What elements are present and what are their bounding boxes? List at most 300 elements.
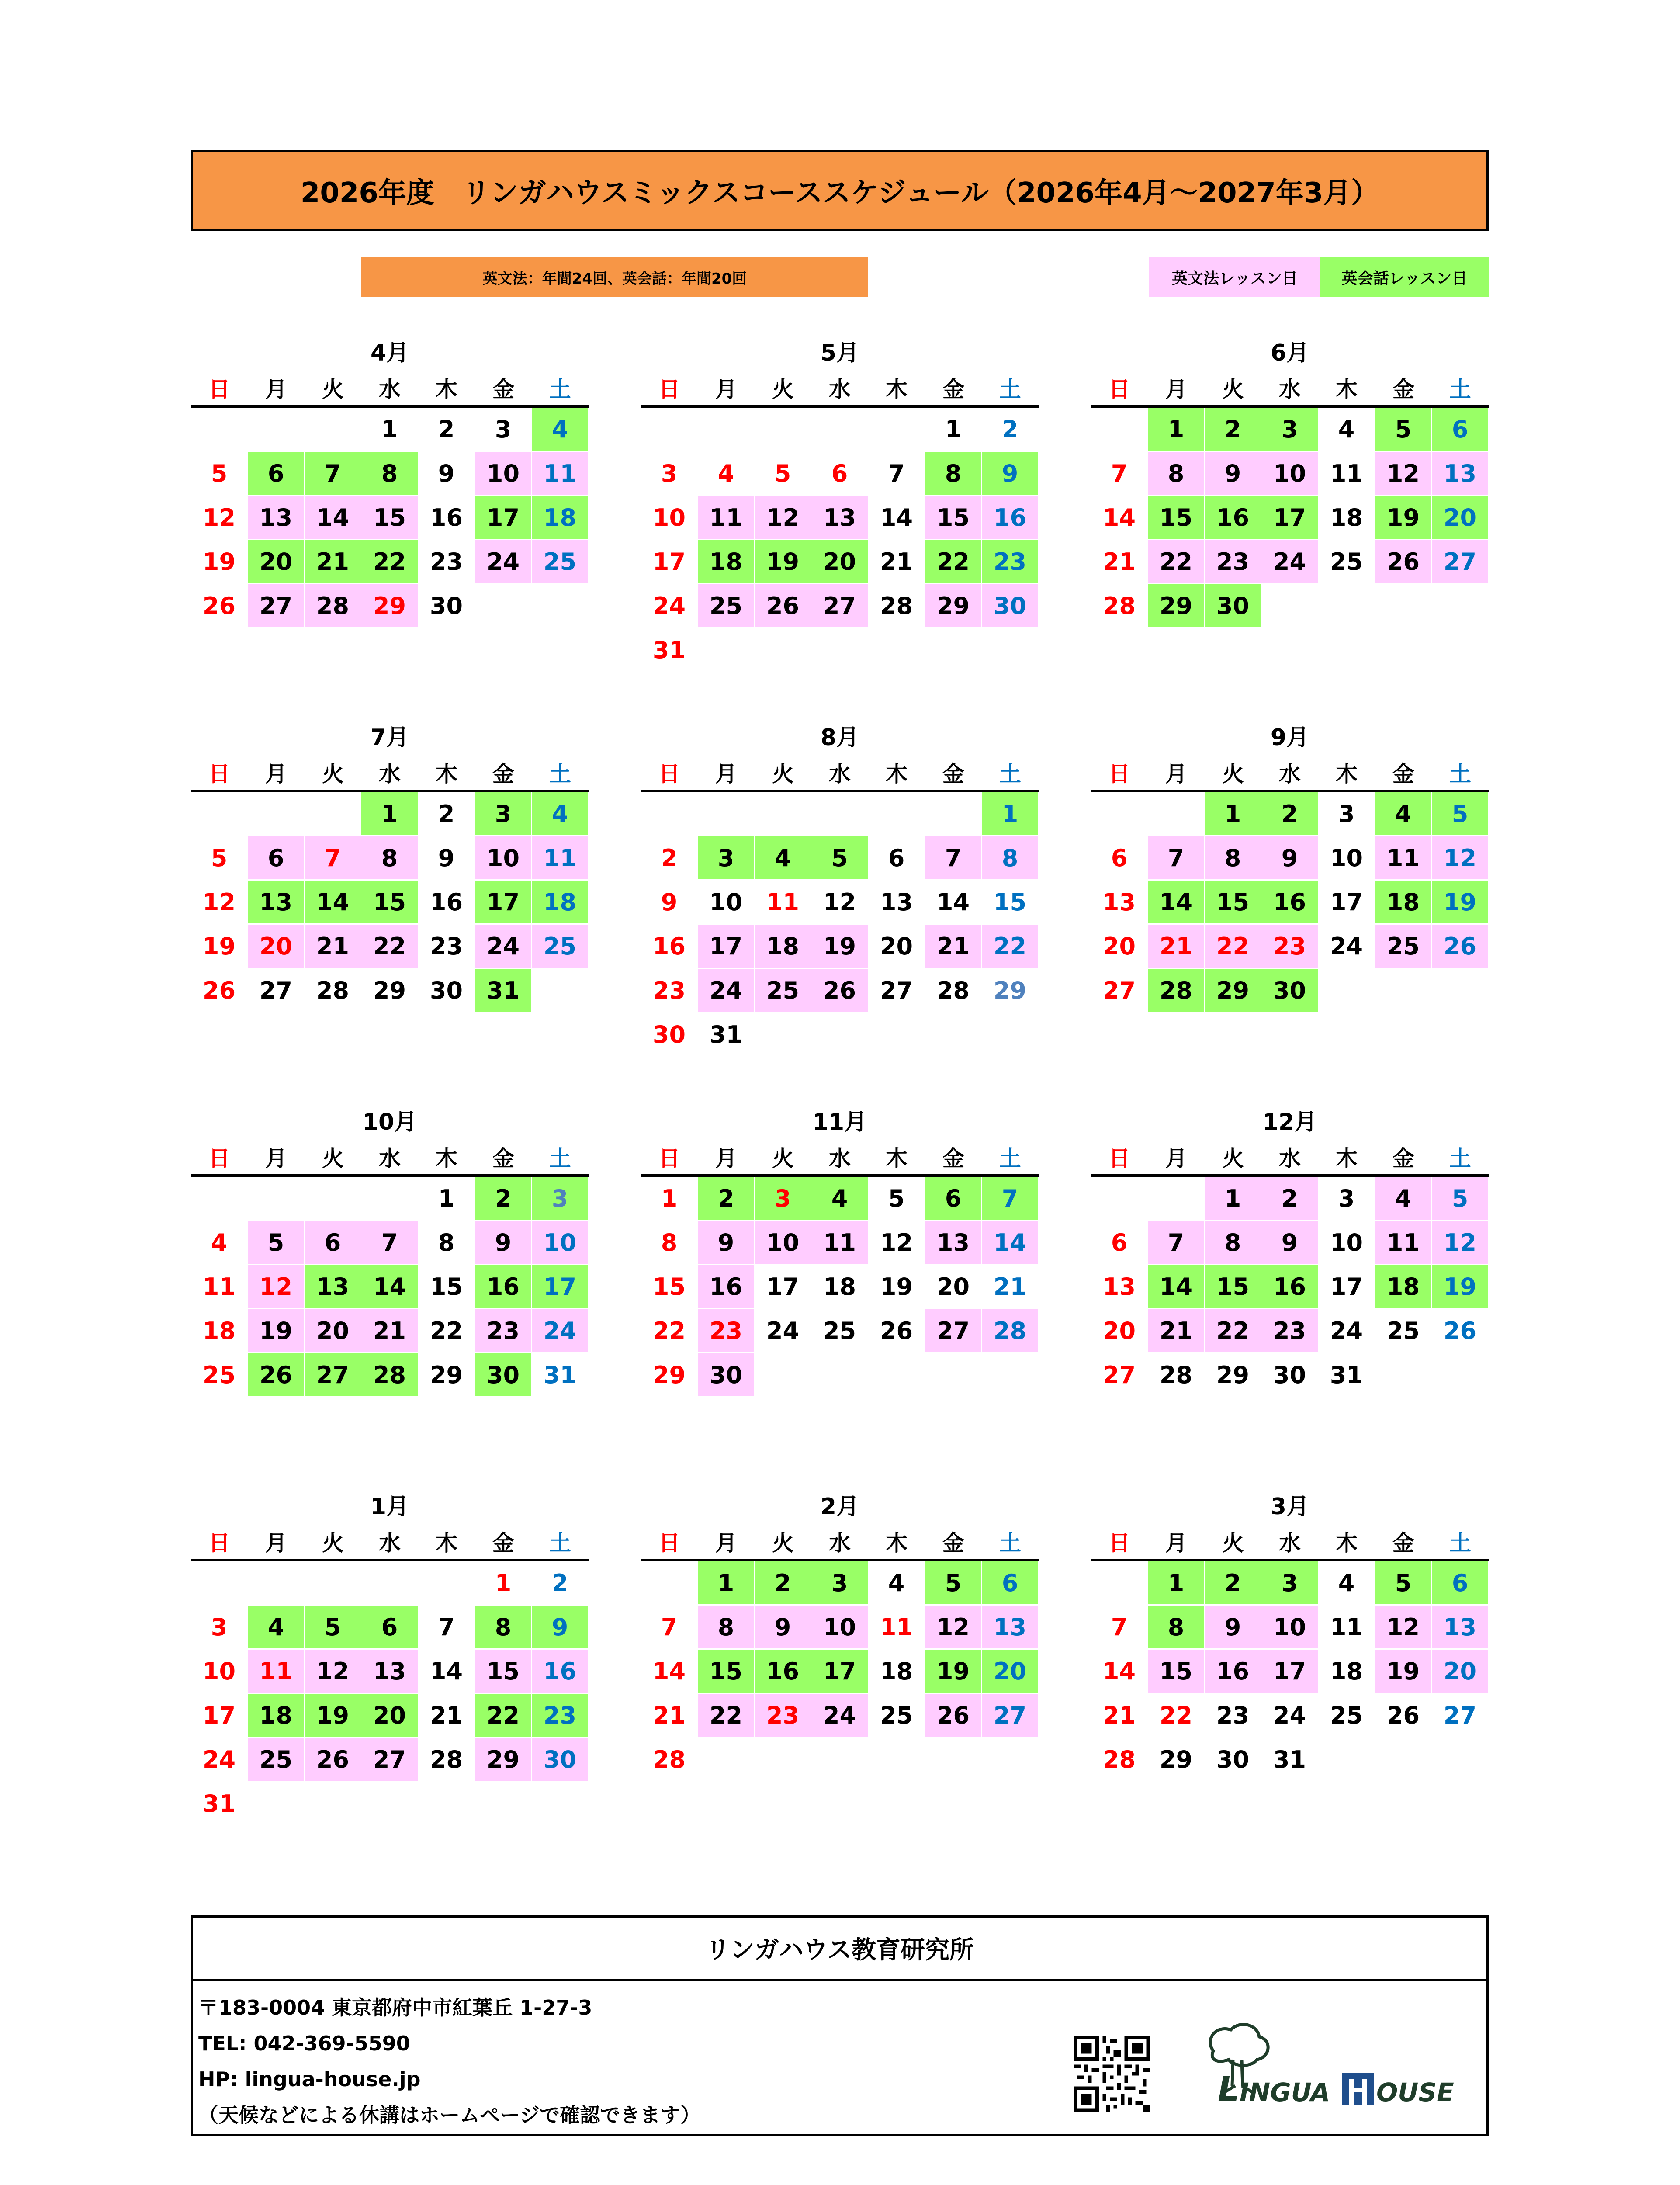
day-cell: 23 [532,1694,588,1737]
day-cell: 6 [1111,1228,1128,1256]
weekday-header [191,758,589,792]
weekday-label: 水 [1279,1530,1301,1556]
empty-cell [755,792,811,835]
weekday-label: 火 [322,761,344,787]
day-cell: 9 [755,1606,811,1648]
day-cell: 28 [1102,592,1136,620]
day-cell: 5 [1375,1561,1431,1604]
day-cell: 29 [1205,969,1261,1012]
weekday-label: 土 [549,761,571,787]
weekday-label: 水 [1279,1146,1301,1171]
day-cell: 9 [438,459,455,487]
day-cell: 1 [1205,1177,1261,1220]
day-cell: 27 [1443,1701,1477,1729]
day-grid [191,1561,589,1826]
weekday-label: 月 [715,1146,737,1171]
day-cell: 1 [661,1184,678,1212]
day-cell: 19 [1375,1650,1431,1693]
day-cell: 22 [925,540,981,583]
day-cell: 27 [811,584,868,627]
day-cell: 30 [982,584,1038,627]
day-cell: 18 [823,1273,856,1301]
month-title: 6月 [1270,340,1309,366]
day-cell: 13 [880,888,913,916]
day-cell: 5 [211,844,228,872]
day-cell: 7 [982,1177,1038,1220]
day-cell: 26 [1386,1701,1420,1729]
footer [191,1915,1489,2136]
day-cell: 5 [1432,792,1488,835]
day-cell: 17 [652,548,686,576]
day-cell: 7 [361,1221,418,1264]
day-cell: 28 [880,592,913,620]
day-cell: 22 [361,925,418,968]
month-title: 3月 [1270,1494,1309,1520]
weekday-label: 木 [886,1146,908,1171]
homepage: HP: lingua-house.jp [198,2067,421,2091]
day-cell: 1 [1148,1561,1204,1604]
day-cell: 27 [1432,540,1488,583]
day-cell: 18 [698,540,754,583]
qr-code-icon [1074,2036,1150,2112]
day-cell: 29 [1159,1745,1193,1773]
day-cell: 16 [1205,496,1261,539]
weekday-label: 土 [1449,377,1471,402]
day-cell: 13 [1432,452,1488,495]
day-cell: 15 [1205,1265,1261,1308]
weekday-label: 金 [1392,761,1414,787]
weekday-label: 木 [436,761,457,787]
day-cell: 4 [532,792,588,835]
empty-cell [305,792,361,835]
day-cell: 30 [532,1738,588,1781]
lingua-house-logo [1198,2020,1469,2121]
day-cell: 20 [1432,496,1488,539]
day-cell: 22 [430,1317,463,1345]
day-cell: 6 [305,1221,361,1264]
day-cell: 8 [475,1606,531,1648]
day-cell: 10 [652,503,686,531]
day-cell: 9 [1205,452,1261,495]
day-cell: 5 [888,1184,905,1212]
address: 〒183-0004 東京都府中市紅葉丘 1-27-3 [198,1996,592,2019]
day-cell: 12 [1375,1606,1431,1648]
day-cell: 25 [1386,1317,1420,1345]
day-cell: 10 [755,1221,811,1264]
day-cell: 28 [1148,969,1204,1012]
day-cell: 10 [532,1221,588,1264]
empty-cell [1091,1177,1147,1220]
day-cell: 25 [248,1738,304,1781]
weekday-label: 月 [265,761,287,787]
day-cell: 31 [709,1020,743,1048]
day-cell: 13 [305,1265,361,1308]
month-title: 11月 [812,1109,867,1135]
day-cell: 30 [1261,969,1318,1012]
svg-text:OUSE: OUSE [1376,2077,1454,2107]
day-cell: 7 [1111,459,1128,487]
day-cell: 18 [202,1317,236,1345]
weekday-header [1091,1143,1489,1177]
day-cell: 22 [1205,925,1261,968]
empty-cell [868,792,925,835]
day-cell: 13 [361,1650,418,1693]
day-cell: 10 [1330,844,1363,872]
day-cell: 22 [982,925,1038,968]
day-cell: 21 [305,925,361,968]
day-cell: 16 [982,496,1038,539]
day-cell: 13 [248,496,304,539]
day-cell: 9 [982,452,1038,495]
day-cell: 3 [811,1561,868,1604]
day-cell: 8 [361,452,418,495]
day-cell: 17 [1261,1650,1318,1693]
day-cell: 20 [1102,932,1136,960]
day-cell: 28 [305,584,361,627]
day-cell: 29 [1148,584,1204,627]
day-cell: 6 [361,1606,418,1648]
day-cell: 23 [652,976,686,1004]
day-cell: 18 [1330,1657,1363,1685]
day-cell: 3 [475,792,531,835]
contact-info [198,1990,700,2133]
day-cell: 28 [652,1745,686,1773]
day-cell: 15 [475,1650,531,1693]
weekday-label: 日 [1108,1530,1130,1556]
day-cell: 4 [532,408,588,451]
day-cell: 7 [1148,1221,1204,1264]
day-cell: 11 [532,452,588,495]
weekday-label: 月 [715,761,737,787]
day-cell: 17 [1330,888,1363,916]
day-cell: 18 [755,925,811,968]
day-cell: 12 [925,1606,981,1648]
month-title: 7月 [370,725,409,751]
weekday-label: 水 [379,761,401,787]
weekday-label: 木 [1336,1530,1358,1556]
day-cell: 1 [438,1184,455,1212]
day-cell: 11 [880,1613,913,1641]
day-cell: 7 [1111,1613,1128,1641]
weekday-label: 火 [1222,761,1244,787]
weekday-label: 木 [1336,761,1358,787]
day-cell: 23 [1261,925,1318,968]
day-cell: 21 [1148,1309,1204,1352]
weekday-label: 月 [715,377,737,402]
day-cell: 6 [1111,844,1128,872]
day-cell: 22 [475,1694,531,1737]
weekday-label: 火 [322,1146,344,1171]
day-cell: 4 [717,459,734,487]
day-cell: 14 [1102,1657,1136,1685]
day-cell: 21 [1102,1701,1136,1729]
day-cell: 5 [774,459,791,487]
day-cell: 12 [305,1650,361,1693]
day-cell: 18 [248,1694,304,1737]
day-cell: 20 [982,1650,1038,1693]
day-cell: 23 [755,1694,811,1737]
day-cell: 3 [532,1177,588,1220]
day-cell: 15 [361,881,418,923]
day-cell: 26 [202,976,236,1004]
day-cell: 24 [1273,1701,1306,1729]
day-cell: 11 [1330,459,1363,487]
day-cell: 2 [438,415,455,443]
day-cell: 30 [1273,1361,1306,1389]
weekday-label: 火 [322,1530,344,1556]
month-title: 5月 [820,340,859,366]
empty-cell [418,1561,475,1604]
empty-cell [191,1561,247,1604]
day-cell: 25 [1375,925,1431,968]
day-cell: 16 [652,932,686,960]
org-name: リンガハウス教育研究所 [193,1918,1486,1981]
month-title: 9月 [1270,725,1309,751]
day-cell: 21 [1102,548,1136,576]
day-cell: 17 [202,1701,236,1729]
day-cell: 2 [1261,1177,1318,1220]
day-cell: 9 [698,1221,754,1264]
empty-cell [698,408,754,451]
day-cell: 28 [1159,1361,1193,1389]
day-cell: 10 [1330,1228,1363,1256]
day-cell: 26 [755,584,811,627]
tel: TEL: 042-369-5590 [198,2032,410,2055]
day-cell: 23 [1205,540,1261,583]
day-cell: 19 [880,1273,913,1301]
weekday-label: 水 [829,1530,851,1556]
empty-cell [925,792,981,835]
day-cell: 11 [248,1650,304,1693]
day-cell: 7 [925,836,981,879]
day-cell: 12 [823,888,856,916]
day-cell: 8 [1148,452,1204,495]
empty-cell [305,1177,361,1220]
day-cell: 18 [532,496,588,539]
day-cell: 5 [1375,408,1431,451]
day-cell: 17 [532,1265,588,1308]
day-cell: 25 [823,1317,856,1345]
day-cell: 2 [661,844,678,872]
weekday-label: 月 [1165,1146,1187,1171]
weekday-label: 水 [829,761,851,787]
day-cell: 1 [945,415,962,443]
day-cell: 22 [361,540,418,583]
day-cell: 9 [1205,1606,1261,1648]
weekday-label: 日 [1108,1146,1130,1171]
day-cell: 21 [925,925,981,968]
day-cell: 5 [305,1606,361,1648]
day-cell: 30 [430,592,463,620]
weekday-label: 日 [658,377,680,402]
weekday-label: 水 [379,1530,401,1556]
day-cell: 19 [1432,1265,1488,1308]
weekday-label: 水 [829,377,851,402]
weekday-label: 火 [772,761,794,787]
weekday-header [191,1143,589,1177]
day-cell: 20 [1432,1650,1488,1693]
day-cell: 10 [811,1606,868,1648]
day-cell: 26 [811,969,868,1012]
day-cell: 8 [1148,1606,1204,1648]
weekday-label: 火 [1222,377,1244,402]
weekday-label: 金 [1392,1146,1414,1171]
weekday-label: 土 [1449,761,1471,787]
day-cell: 5 [925,1561,981,1604]
day-cell: 16 [430,888,463,916]
empty-cell [248,792,304,835]
day-cell: 27 [361,1738,418,1781]
weekday-label: 土 [549,1146,571,1171]
day-cell: 1 [1205,792,1261,835]
day-cell: 16 [1261,1265,1318,1308]
empty-cell [811,408,868,451]
day-cell: 27 [248,584,304,627]
weekday-label: 土 [999,761,1021,787]
day-cell: 3 [211,1613,228,1641]
weekday-header [641,374,1039,408]
weekday-label: 土 [999,377,1021,402]
day-cell: 13 [1102,1273,1136,1301]
day-cell: 9 [532,1606,588,1648]
day-cell: 16 [430,503,463,531]
day-cell: 26 [305,1738,361,1781]
day-cell: 18 [1330,503,1363,531]
day-grid [1091,1177,1489,1398]
weekday-label: 火 [1222,1146,1244,1171]
weekday-label: 土 [999,1146,1021,1171]
day-cell: 23 [430,932,463,960]
day-cell: 5 [211,459,228,487]
weekday-label: 火 [322,377,344,402]
day-cell: 15 [1148,496,1204,539]
day-cell: 19 [305,1694,361,1737]
weekday-label: 月 [715,1530,737,1556]
weekday-label: 金 [492,1530,514,1556]
weekday-header [641,1527,1039,1561]
empty-cell [191,1177,247,1220]
day-cell: 8 [982,836,1038,879]
empty-cell [1091,408,1147,451]
day-cell: 8 [438,1228,455,1256]
empty-cell [641,408,697,451]
legend-conversation: 英会話レッスン日 [1320,257,1489,297]
day-cell: 26 [1375,540,1431,583]
day-cell: 14 [652,1657,686,1685]
weekday-label: 木 [1336,1146,1358,1171]
day-cell: 30 [475,1353,531,1396]
day-cell: 8 [361,836,418,879]
empty-cell [1091,1561,1147,1604]
weekday-label: 月 [1165,761,1187,787]
weekday-label: 日 [208,1530,230,1556]
day-cell: 22 [652,1317,686,1345]
day-cell: 13 [1432,1606,1488,1648]
weekday-header [191,374,589,408]
day-cell: 28 [361,1353,418,1396]
day-cell: 18 [532,881,588,923]
day-cell: 28 [982,1309,1038,1352]
day-cell: 28 [430,1745,463,1773]
day-cell: 5 [248,1221,304,1264]
day-cell: 25 [202,1361,236,1389]
day-cell: 17 [811,1650,868,1693]
weekday-label: 日 [658,1530,680,1556]
weekday-label: 水 [829,1146,851,1171]
day-cell: 31 [543,1361,577,1389]
day-cell: 14 [305,881,361,923]
day-cell: 14 [1148,1265,1204,1308]
day-cell: 20 [880,932,913,960]
weekday-label: 木 [886,1530,908,1556]
weekday-label: 金 [942,761,964,787]
weekday-label: 金 [942,377,964,402]
day-cell: 25 [1330,1701,1363,1729]
day-cell: 18 [1375,881,1431,923]
weekday-header [1091,758,1489,792]
svg-text:L: L [1218,2070,1240,2109]
day-cell: 28 [936,976,970,1004]
day-cell: 17 [1330,1273,1363,1301]
weekday-label: 日 [1108,377,1130,402]
day-grid [641,1561,1039,1782]
weekday-label: 火 [1222,1530,1244,1556]
day-cell: 10 [475,836,531,879]
day-cell: 15 [430,1273,463,1301]
day-cell: 30 [698,1353,754,1396]
weekday-label: 金 [942,1530,964,1556]
empty-cell [698,792,754,835]
day-cell: 10 [202,1657,236,1685]
day-cell: 13 [925,1221,981,1264]
lesson-count-banner: 英文法：年間24回、英会話：年間20回 [361,257,868,297]
day-cell: 6 [248,836,304,879]
day-grid [641,408,1039,673]
day-cell: 26 [880,1317,913,1345]
day-cell: 3 [1261,1561,1318,1604]
day-cell: 3 [1261,408,1318,451]
weekday-label: 日 [658,761,680,787]
day-cell: 17 [698,925,754,968]
day-cell: 29 [993,976,1027,1004]
empty-cell [641,1561,697,1604]
month-title: 1月 [370,1494,409,1520]
day-cell: 20 [248,925,304,968]
day-cell: 27 [1102,1361,1136,1389]
day-cell: 15 [925,496,981,539]
day-cell: 4 [248,1606,304,1648]
day-cell: 9 [1261,1221,1318,1264]
day-cell: 29 [430,1361,463,1389]
day-cell: 15 [698,1650,754,1693]
day-cell: 4 [1375,792,1431,835]
day-cell: 22 [1159,1701,1193,1729]
day-cell: 11 [698,496,754,539]
day-cell: 7 [305,452,361,495]
day-cell: 25 [532,925,588,968]
empty-cell [1148,1177,1204,1220]
empty-cell [868,408,925,451]
day-cell: 20 [361,1694,418,1737]
day-cell: 2 [1205,1561,1261,1604]
empty-cell [361,1177,418,1220]
weekday-label: 土 [1449,1530,1471,1556]
day-cell: 24 [766,1317,800,1345]
day-cell: 11 [1330,1613,1363,1641]
empty-cell [191,408,247,451]
day-cell: 30 [652,1020,686,1048]
day-cell: 24 [1261,540,1318,583]
